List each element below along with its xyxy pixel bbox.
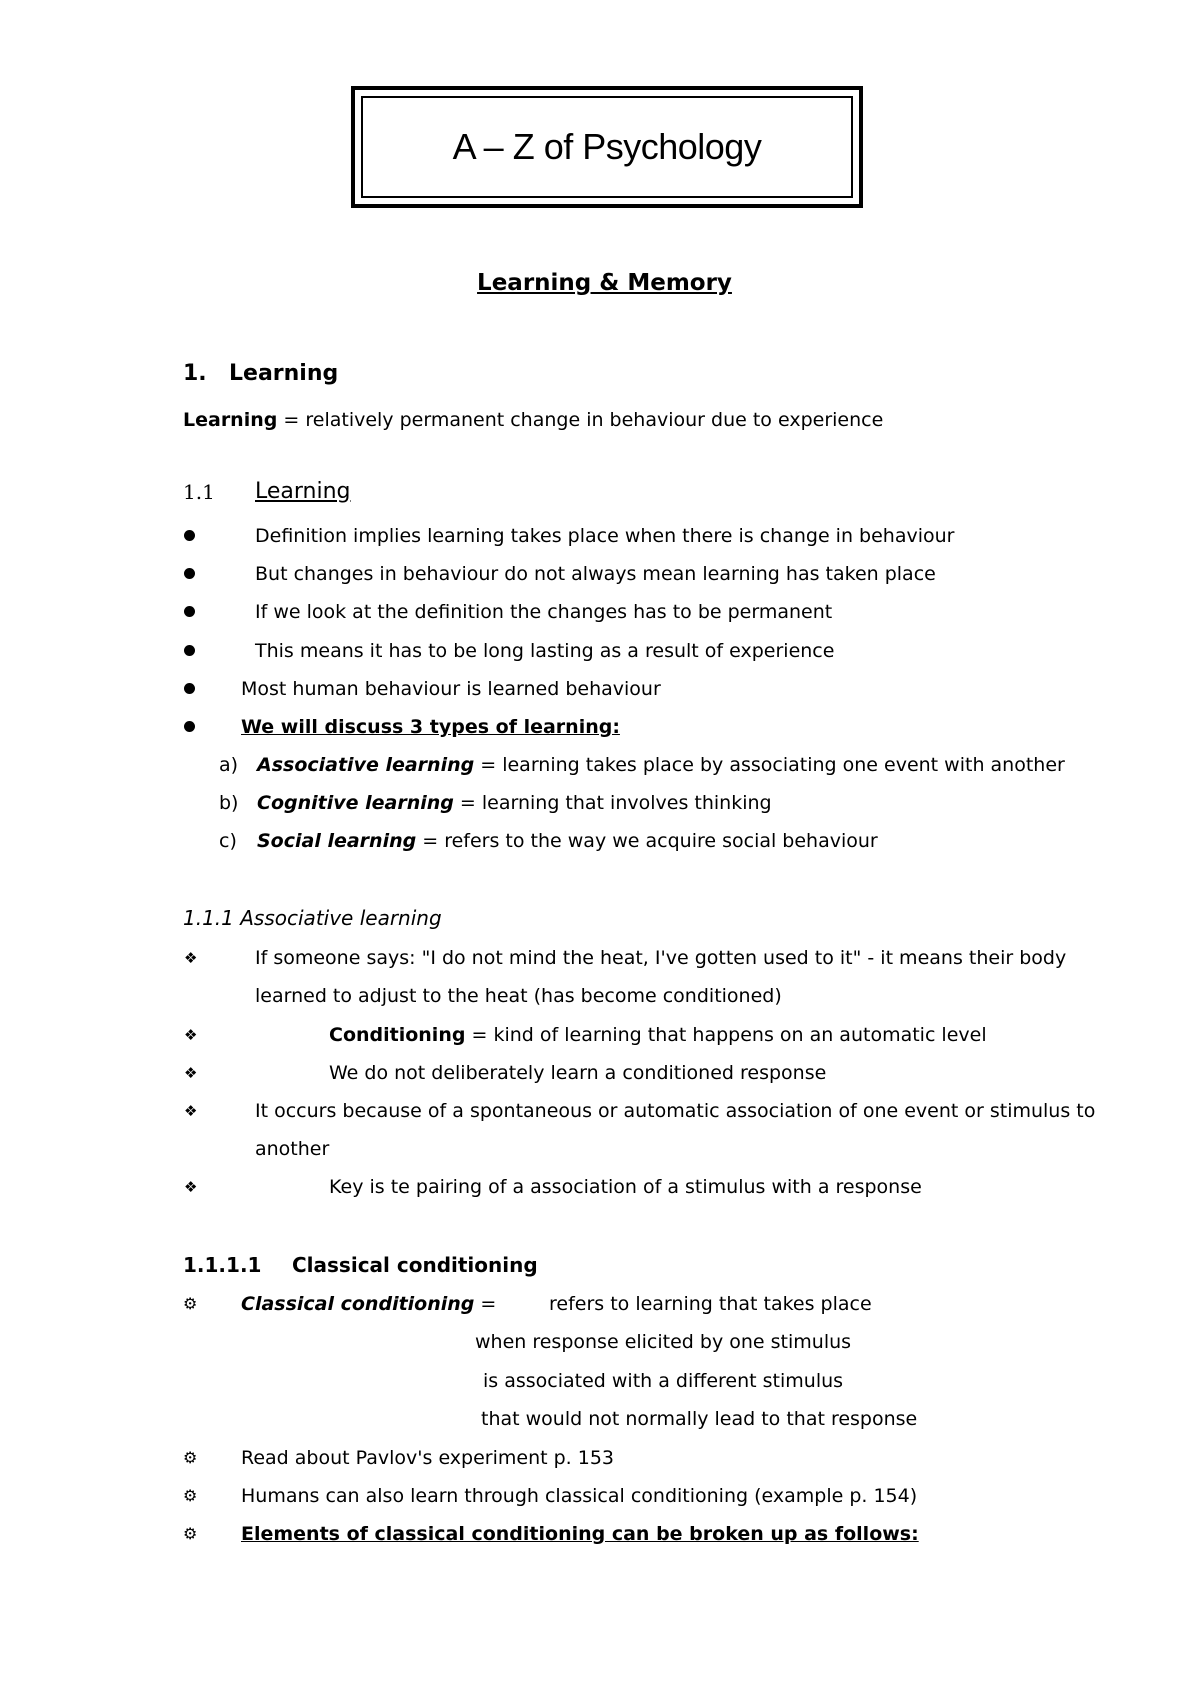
section-1-heading: Learning [229,361,339,386]
definition-term: Learning [183,409,278,431]
type-text: = learning that involves thinking [453,792,772,814]
gear-bullet-icon: ⚙ [183,1524,198,1543]
assoc-item: Key is te pairing of a association of a stimulus with a response [329,1176,922,1198]
diamond-bullet-icon: ❖ [184,1026,198,1044]
type-item [257,829,878,853]
bullet-item: This means it has to be long lasting as a result of experience [255,640,835,662]
assoc-item [329,1023,987,1047]
diamond-bullet-icon: ❖ [184,1178,198,1196]
definition-text: = relatively permanent change in behaviour due to experience [277,409,884,431]
document-title: A – Z of Psychology [452,126,762,167]
assoc-item: It occurs because of a spontaneous or automatic association of one event or stimulus to [255,1100,1096,1122]
conditioning-term: Conditioning [329,1024,466,1046]
classical-def-term: Classical conditioning [241,1293,475,1315]
classical-item-elements: Elements of classical conditioning can be broken up as follows: [241,1523,919,1545]
classical-item: Read about Pavlov's experiment p. 153 [241,1447,615,1469]
type-letter: c) [219,830,237,852]
title-box-inner [361,96,853,198]
type-item [257,753,1065,777]
type-item [257,791,772,815]
bullet-dot-icon [184,721,195,732]
classical-def-line: that would not normally lead to that response [481,1408,918,1430]
type-letter: b) [219,792,239,814]
type-term: Associative learning [257,754,475,776]
section-1-1-1-1-number: 1.1.1.1 [183,1253,262,1277]
title-box [351,86,863,208]
type-text: = refers to the way we acquire social behaviour [416,830,878,852]
section-1-1-1-1-heading: Classical conditioning [292,1253,538,1277]
bullet-dot-icon [184,530,195,541]
diamond-bullet-icon: ❖ [184,1102,198,1120]
type-term: Cognitive learning [257,792,454,814]
bullet-item: Most human behaviour is learned behaviour [241,678,661,700]
classical-def-line: refers to learning that takes place [549,1293,872,1315]
gear-bullet-icon: ⚙ [183,1294,198,1313]
section-1-1-heading: Learning [255,479,351,504]
type-term: Social learning [257,830,417,852]
assoc-item-continued: learned to adjust to the heat (has become conditioned) [255,985,782,1007]
bullet-dot-icon [184,683,195,694]
document-subtitle: Learning & Memory [477,270,732,296]
classical-def-line: is associated with a different stimulus [483,1370,844,1392]
assoc-item-continued: another [255,1138,330,1160]
bullet-dot-icon [184,568,195,579]
conditioning-text: = kind of learning that happens on an automatic level [465,1024,987,1046]
bullet-dot-icon [184,606,195,617]
section-1-1-number: 1.1 [183,480,215,504]
learning-definition [183,408,883,432]
classical-def-line: when response elicited by one stimulus [475,1331,852,1353]
classical-item: Humans can also learn through classical conditioning (example p. 154) [241,1485,918,1507]
gear-bullet-icon: ⚙ [183,1448,198,1467]
section-1-number: 1. [183,361,207,386]
diamond-bullet-icon: ❖ [184,1064,198,1082]
section-1-1-1-heading: 1.1.1 Associative learning [183,906,442,930]
diamond-bullet-icon: ❖ [184,949,198,967]
bullet-item-types-heading: We will discuss 3 types of learning: [241,716,620,738]
assoc-item: If someone says: "I do not mind the heat, I've gotten used to it" - it means their body [255,947,1067,969]
bullet-item: Definition implies learning takes place when there is change in behaviour [255,525,955,547]
classical-def-eq: = [474,1293,497,1315]
bullet-item: If we look at the definition the changes has to be permanent [255,601,833,623]
assoc-item: We do not deliberately learn a conditioned response [329,1062,827,1084]
type-letter: a) [219,754,239,776]
bullet-item: But changes in behaviour do not always mean learning has taken place [255,563,936,585]
bullet-dot-icon [184,645,195,656]
gear-bullet-icon: ⚙ [183,1486,198,1505]
type-text: = learning takes place by associating one event with another [474,754,1065,776]
classical-def [241,1292,496,1316]
